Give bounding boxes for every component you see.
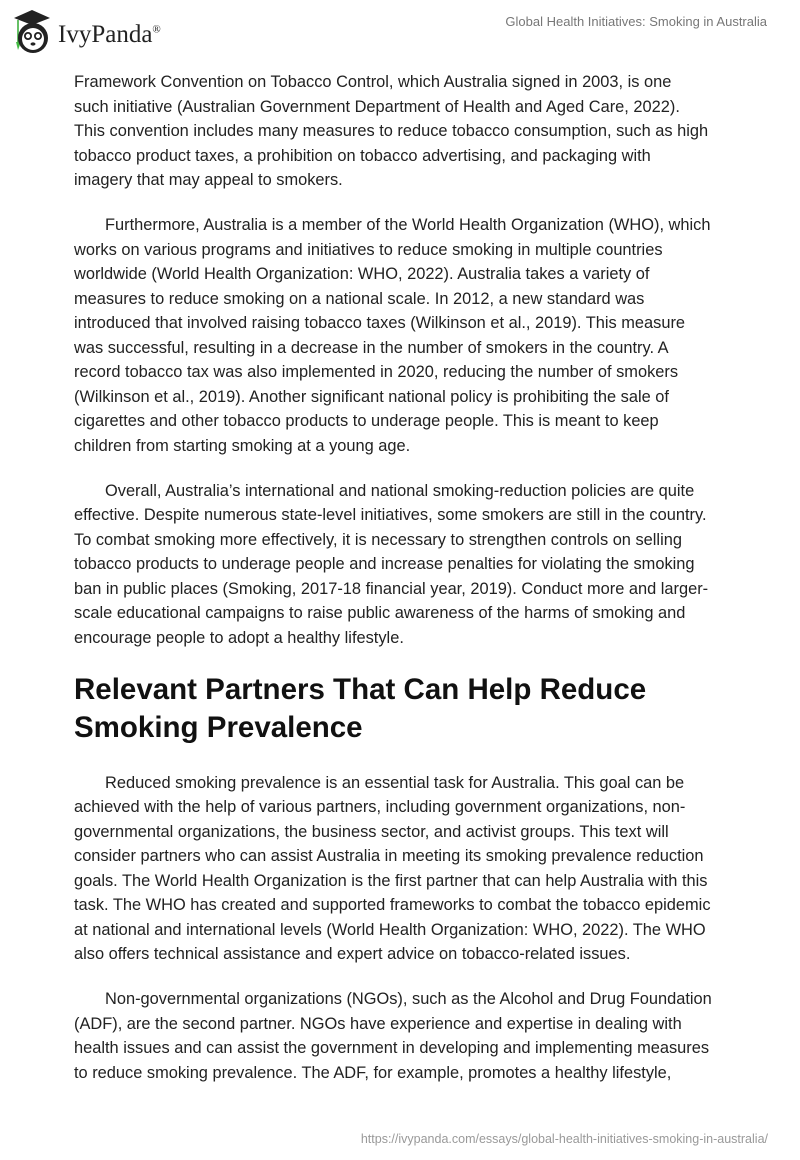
document-title: Global Health Initiatives: Smoking in Australia [505, 14, 767, 29]
paragraph-line: Overall, Australia’s international and national smoking-reduction policies are quite [105, 481, 695, 500]
paragraph-line: encourage people to adopt a healthy lifestyle. [74, 628, 404, 647]
paragraph-line: at national and international levels (World Health Organization: WHO, 2022). The WHO [74, 920, 706, 939]
logo-text: IvyPanda® [58, 21, 161, 48]
paragraph-line: task. The WHO has created and supported frameworks to combat the tobacco epidemic [74, 896, 711, 914]
paragraph [74, 479, 734, 651]
paragraph-line: imagery that may appeal to smokers. [74, 171, 343, 189]
paragraph-line: was successful, resulting in a decrease in the number of smokers in the country. A [74, 338, 669, 357]
source-url[interactable]: https://ivypanda.com/essays/global-health-initiatives-smoking-in-australia/ [360, 1132, 768, 1146]
paragraph-line: achieved with the help of various partners, including government organizations, non- [74, 798, 686, 816]
paragraph-line: ban in public places (Smoking, 2017-18 financial year, 2019). Conduct more and larger- [74, 579, 709, 598]
paragraph-line: measures to reduce smoking on a national scale. In 2012, a new standard was [74, 289, 645, 308]
paragraph-line: consider partners who can assist Australia in meeting its smoking prevalence reduction [74, 847, 704, 865]
paragraph-line: (Wilkinson et al., 2019). Another significant national policy is prohibiting the sale of [74, 387, 669, 406]
panda-logo-icon [12, 8, 52, 56]
section-heading [74, 671, 734, 747]
paragraph-line: governmental organizations, the business sector, and activist groups. This text will [74, 822, 669, 841]
paragraph-line: Framework Convention on Tobacco Control, which Australia signed in 2003, is one [74, 73, 672, 91]
heading-line: Relevant Partners That Can Help Reduce [74, 672, 647, 706]
paragraph [74, 213, 734, 458]
heading-line: Smoking Prevalence [74, 710, 363, 744]
paragraph-line: introduced that involved raising tobacco taxes (Wilkinson et al., 2019). This measure [74, 314, 686, 332]
paragraph-line: goals. The World Health Organization is the first partner that can help Australia with this [74, 871, 708, 890]
paragraph-line: Furthermore, Australia is a member of the World Health Organization (WHO), which [105, 216, 711, 234]
paragraph [74, 987, 734, 1085]
paragraph-line: worldwide (World Health Organization: WHO, 2022). Australia takes a variety of [74, 265, 650, 283]
paragraph-line: such initiative (Australian Government Department of Health and Aged Care, 2022). [74, 97, 680, 116]
paragraph-line: effective. Despite numerous state-level initiatives, some smokers are still in the country. [74, 506, 707, 524]
paragraph-line: tobacco products to underage people and increase penalties for violating the smoking [74, 555, 695, 573]
paragraph-line: also offers technical assistance and expert advice on tobacco-related issues. [74, 945, 631, 963]
paragraph-line: Non-governmental organizations (NGOs), such as the Alcohol and Drug Foundation [105, 990, 712, 1008]
paragraph-line: record tobacco tax was also implemented in 2020, reducing the number of smokers [74, 363, 679, 381]
logo[interactable] [12, 8, 161, 56]
paragraph-line: children from starting smoking at a young age. [74, 436, 411, 455]
article-body [74, 70, 734, 1106]
paragraph-line: cigarettes and other tobacco products to underage people. This is meant to keep [74, 412, 659, 430]
paragraph-line: Reduced smoking prevalence is an essential task for Australia. This goal can be [105, 773, 685, 792]
paragraph-line: to reduce smoking prevalence. The ADF, for example, promotes a healthy lifestyle, [74, 1063, 672, 1082]
paragraph [74, 70, 734, 193]
paragraph-line: health issues and can assist the government in developing and implementing measures [74, 1039, 710, 1057]
paragraph-line: scale educational campaigns to raise public awareness of the harms of smoking and [74, 604, 686, 622]
paragraph-line: (ADF), are the second partner. NGOs have experience and expertise in dealing with [74, 1014, 682, 1033]
paragraph-line: This convention includes many measures to reduce tobacco consumption, such as high [74, 122, 709, 140]
paragraph-line: To combat smoking more effectively, it is necessary to strengthen controls on selling [74, 530, 682, 549]
paragraph-line: tobacco product taxes, a prohibition on tobacco advertising, and packaging with [74, 146, 651, 165]
paragraph [74, 771, 734, 967]
paragraph-line: works on various programs and initiatives to reduce smoking in multiple countries [74, 240, 663, 259]
